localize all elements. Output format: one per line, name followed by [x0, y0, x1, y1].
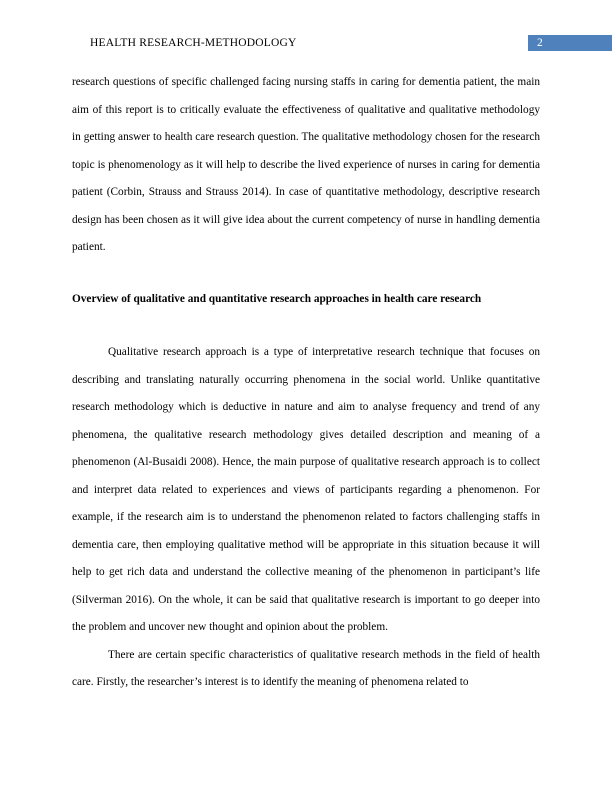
spacer — [72, 313, 540, 339]
running-header-title: HEALTH RESEARCH-METHODOLOGY — [90, 37, 297, 49]
paragraph-characteristics: There are certain specific characteristics of qualitative research methods in the field of health care. Firstly, the researcher’s interest is to identify the meaning of phenomena related to — [72, 648, 540, 688]
page-number-badge: 2 — [528, 35, 612, 51]
paragraph-qualitative-approach: Qualitative research approach is a type of interpretative research technique that focuses on describing and translating naturally occurring phenomena in the social world. Unlike quantitative research methodology which is deductive in nature and aim to analyse frequency and trend of any phenomena, the qualitative research methodology gives detailed description and meaning of a phenomenon (Al-Busaidi 2008). Hence, the main purpose of qualitative research approach is to collect and interpret data related to experiences and views of participants regarding a phenomenon. For example, if the research aim is to understand the phenomenon related to factors challenging staffs in dementia care, then employing qualitative method will be appropriate in this situation because it will help to get rich data and understand the collective meaning of the phenomenon in participant’s life (Silverman 2016). On the whole, it can be said that qualitative research is important to go deeper into the problem and uncover new thought and opinion about the problem. — [72, 346, 540, 633]
paragraph-intro: research questions of specific challenged facing nursing staffs in caring for dementia patient, the main aim of this report is to critically evaluate the effectiveness of qualitative and qualitative methodology in getting answer to health care research question. The qualitative methodology chosen for the research topic is phenomenology as it will help to describe the lived experience of nurses in caring for dementia patient (Corbin, Strauss and Strauss 2014). In case of quantitative methodology, descriptive research design has been chosen as it will give idea about the current competency of nurse in handling dementia patient. — [72, 76, 540, 253]
spacer — [72, 262, 540, 286]
section-heading: Overview of qualitative and quantitative research approaches in health care research — [72, 292, 482, 305]
document-body — [72, 69, 540, 697]
